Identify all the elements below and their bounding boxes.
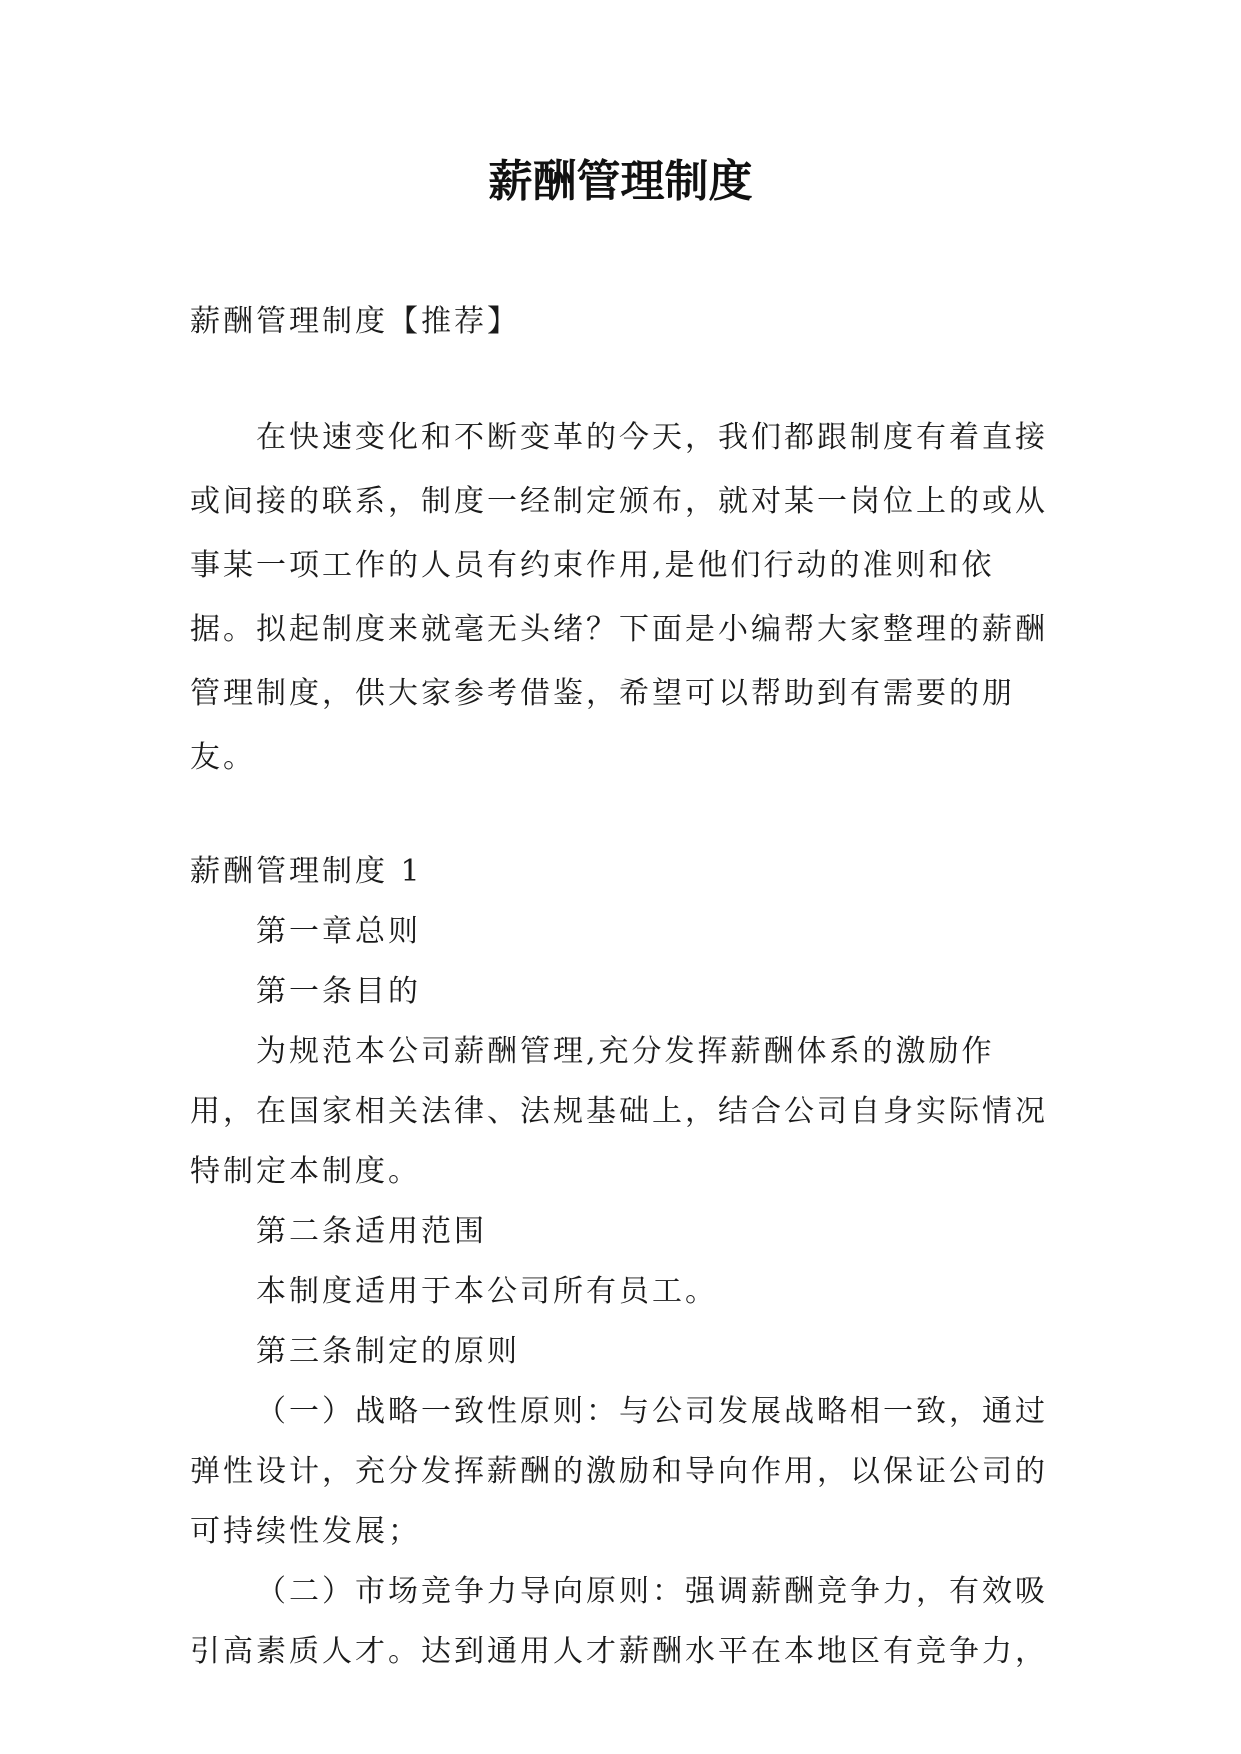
article-2-title: 第二条适用范围 — [256, 1214, 487, 1249]
article-1-text: 为规范本公司薪酬管理,充分发挥薪酬体系的激励作用，在国家相关法律、法规基础上，结合公司自身实际情况特制定本制度。 — [190, 1034, 1048, 1189]
article-2-text: 本制度适用于本公司所有员工。 — [256, 1274, 718, 1309]
article-3-title: 第三条制定的原则 — [256, 1334, 520, 1369]
principle-1: （一）战略一致性原则：与公司发展战略相一致，通过弹性设计，充分发挥薪酬的激励和导向作用，以保证公司的可持续性发展； — [190, 1394, 1048, 1549]
document-title: 薪酬管理制度 — [488, 156, 753, 207]
section-title: 薪酬管理制度 1 — [190, 854, 423, 889]
intro-paragraph: 在快速变化和不断变革的今天，我们都跟制度有着直接或间接的联系，制度一经制定颁布，就对某一岗位上的或从事某一项工作的人员有约束作用,是他们行动的准则和依据。拟起制度来就毫无头绪？下面是小编帮大家整理的薪酬管理制度，供大家参考借鉴，希望可以帮助到有需要的朋友。 — [190, 420, 1048, 775]
document-subtitle: 薪酬管理制度【推荐】 — [190, 304, 520, 339]
principle-2: （二）市场竞争力导向原则：强调薪酬竞争力，有效吸引高素质人才。达到通用人才薪酬水平在本地区有竞争力， — [190, 1574, 1048, 1669]
document-body — [190, 290, 1050, 1682]
article-1-title: 第一条目的 — [256, 974, 421, 1009]
chapter-heading: 第一章总则 — [256, 914, 421, 949]
